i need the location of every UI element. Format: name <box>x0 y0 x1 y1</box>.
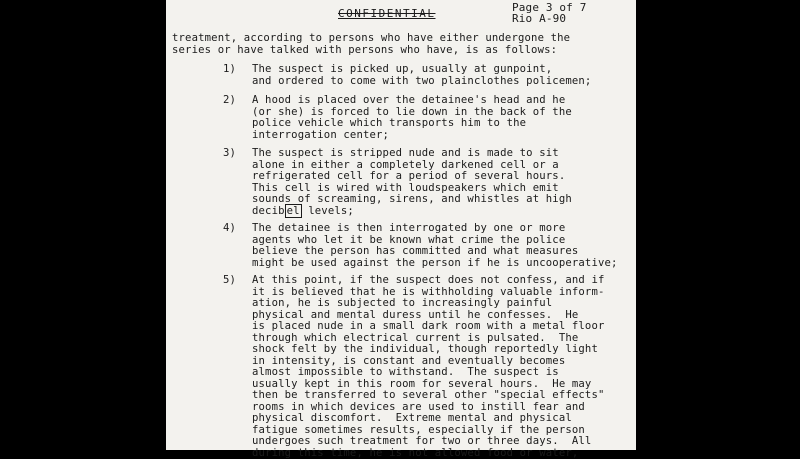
item-line: usually kept in this room for several hours. He may <box>252 379 632 391</box>
item-text <box>252 223 632 269</box>
item-line: interrogation center; <box>252 130 632 142</box>
item-line-end: levels; <box>302 205 354 217</box>
item-line: agents who let it be known what crime the police <box>252 235 632 247</box>
item-line: and ordered to come with two plainclothes policemen; <box>252 76 632 88</box>
item-line: refrigerated cell for a period of several hours. <box>252 171 632 183</box>
item-line: in intensity, is constant and eventually becomes <box>252 356 632 368</box>
item-text <box>252 95 632 141</box>
item-line: through which electrical current is pulsated. The <box>252 333 632 345</box>
intro-line: treatment, according to persons who have either undergone the <box>172 33 632 45</box>
page-number: Page 3 of 7 <box>512 2 587 13</box>
item-line: believe the person has committed and what measures <box>252 246 632 258</box>
item-number: 5) <box>223 275 247 287</box>
item-line: ation, he is subjected to increasingly painful <box>252 298 632 310</box>
item-line: This cell is wired with loudspeakers which emit <box>252 183 632 195</box>
item-line: sounds of screaming, sirens, and whistles at high <box>252 194 632 206</box>
item-line: might be used against the person if he is uncooperative; <box>252 258 632 270</box>
item-line: The detainee is then interrogated by one or more <box>252 223 632 235</box>
item-text <box>252 275 632 459</box>
item-line: then be transferred to several other "special effects" <box>252 390 632 402</box>
item-line: At this point, if the suspect does not confess, and if <box>252 275 632 287</box>
item-line: (or she) is forced to lie down in the back of the <box>252 107 632 119</box>
item-line: The suspect is picked up, usually at gunpoint, <box>252 64 632 76</box>
item-text <box>252 64 632 87</box>
item-line: physical and mental duress until he confesses. He <box>252 310 632 322</box>
item-line-start: decib <box>252 205 285 217</box>
item-number: 4) <box>223 223 247 235</box>
page-reference <box>512 2 587 24</box>
document-reference: Rio A-90 <box>512 13 587 24</box>
item-line: rooms in which devices are used to instill fear and <box>252 402 632 414</box>
item-line <box>252 206 632 218</box>
item-line: alone in either a completely darkened cell or a <box>252 160 632 172</box>
intro-paragraph <box>172 33 632 56</box>
item-line: police vehicle which transports him to the <box>252 118 632 130</box>
document-page <box>166 0 636 450</box>
item-line: almost impossible to withstand. The suspect is <box>252 367 632 379</box>
item-line: fatigue sometimes results, especially if the person <box>252 425 632 437</box>
item-line: undergoes such treatment for two or three days. All <box>252 436 632 448</box>
item-line: is placed nude in a small dark room with a metal floor <box>252 321 632 333</box>
item-line: it is believed that he is withholding valuable inform- <box>252 287 632 299</box>
classification-stamp: CONFIDENTIAL <box>338 8 435 20</box>
item-line: during this time, he is not allowed food or water, <box>252 448 632 459</box>
item-line: The suspect is stripped nude and is made to sit <box>252 148 632 160</box>
item-line: A hood is placed over the detainee's head and he <box>252 95 632 107</box>
item-number: 1) <box>223 64 247 76</box>
item-number: 2) <box>223 95 247 107</box>
item-line: shock felt by the individual, though reportedly light <box>252 344 632 356</box>
item-number: 3) <box>223 148 247 160</box>
item-text <box>252 148 632 217</box>
item-line: physical discomfort. Extreme mental and physical <box>252 413 632 425</box>
intro-line: series or have talked with persons who have, is as follows: <box>172 45 632 57</box>
handwritten-box-mark: el <box>285 204 302 218</box>
